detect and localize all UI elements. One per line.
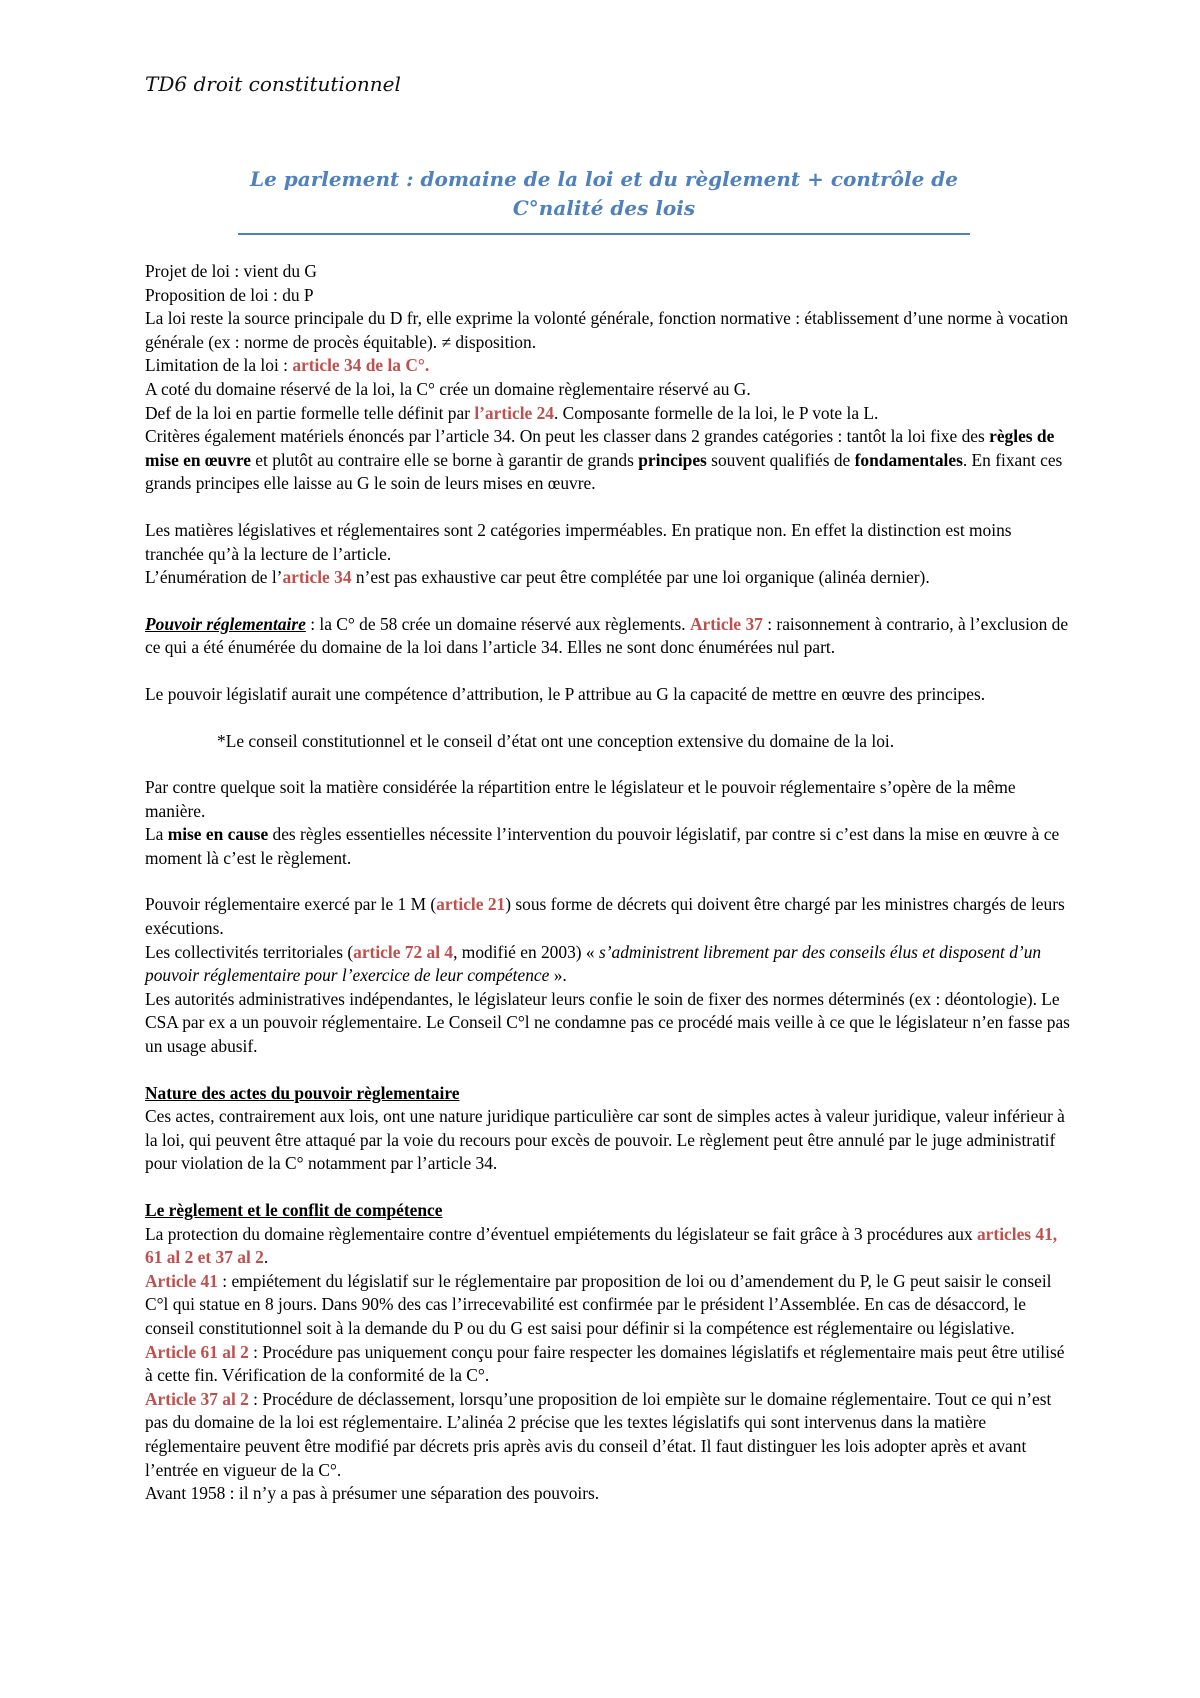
text: et plutôt au contraire elle se borne à garantir de grands (250, 449, 639, 470)
paragraph: Ces actes, contrairement aux lois, ont une nature juridique particulière car sont de simples actes à valeur juridique, valeur inférieur à la loi, qui peuvent être attaqué par la voie du recours pour excès de pouvoir. Le règlement peut être annulé par le juge administratif pour violation de la C° notamment par l’article 34. (145, 1106, 1065, 1174)
paragraph (145, 402, 1070, 426)
article-reference: article 72 al 4 (353, 941, 454, 962)
text: La (145, 824, 168, 845)
bold-text: mise en cause (167, 824, 269, 845)
document-header: TD6 droit constitutionnel (145, 72, 401, 96)
bold-text: règles de mise en œuvre (145, 426, 1055, 470)
text: . (263, 1247, 269, 1268)
paragraph: Par contre quelque soit la matière considérée la répartition entre le législateur et le pouvoir réglementaire s’opère de la même manière. (145, 777, 1016, 821)
article-reference: article 34 de la C°. (292, 355, 430, 376)
section-heading: Nature des actes du pouvoir règlementaire (145, 1082, 460, 1103)
text: : la C° de 58 crée un domaine réservé aux règlements. (305, 613, 690, 634)
section-term: Pouvoir réglementaire (145, 613, 306, 634)
article-reference: article 21 (436, 894, 506, 915)
text: La protection du domaine règlementaire contre d’éventuel empiétements du législateur se fait grâce à 3 procédures aux (145, 1223, 977, 1244)
paragraph: Projet de loi : vient du G (145, 261, 317, 281)
text: , modifié en 2003) « (453, 941, 599, 962)
paragraph (145, 893, 1070, 940)
text: : Procédure pas uniquement conçu pour faire respecter les domaines législatifs et réglementaire mais peut être utilisé à cette fin. Vérification de la conformité de la C°. (145, 1341, 1065, 1386)
paragraph: *Le conseil constitutionnel et le conseil d’état ont une conception extensive du domaine de la loi. (217, 730, 895, 751)
paragraph: La loi reste la source principale du D fr, elle exprime la volonté générale, fonction normative : établissement d’une norme à vocation générale (ex : norme de procès équitable). ≠ disposition. (145, 308, 1069, 352)
article-reference: Article 61 al 2 (145, 1341, 249, 1362)
text: Def de la loi en partie formelle telle définit par (145, 402, 475, 423)
paragraph (145, 566, 1070, 590)
paragraph (145, 941, 1070, 988)
article-reference: Article 37 (689, 613, 763, 634)
text: L’énumération de l’ (145, 567, 283, 588)
article-reference: l’article 24 (474, 402, 554, 423)
text: des règles essentielles nécessite l’intervention du pouvoir législatif, par contre si c’est dans la mise en œuvre à ce moment là c’est le règlement. (145, 824, 1060, 868)
paragraph (145, 354, 1070, 378)
text: ) sous forme de décrets qui doivent être chargé par les ministres chargés de leurs exécutions. (145, 894, 1065, 939)
paragraph (145, 1270, 1070, 1341)
paragraph: Proposition de loi : du P (145, 284, 314, 305)
paragraph (145, 425, 1070, 496)
document-title (238, 165, 970, 235)
text: ». (549, 965, 567, 986)
paragraph: Les autorités administratives indépendantes, le législateur leurs confie le soin de fixer des normes déterminés (ex : déontologie). Le CSA par ex a un pouvoir réglementaire. Le Conseil C°l ne condamne pas ce procédé mais veille à ce que le législateur n’en fasse pas un usage abusif. (145, 988, 1070, 1057)
text: . Composante formelle de la loi, le P vote la L. (553, 402, 879, 423)
paragraph (145, 1388, 1070, 1482)
section-heading: Le règlement et le conflit de compétence (145, 1200, 443, 1220)
quote-text: s’administrent librement par des conseils élus et disposent d’un pouvoir réglementaire pour l’exercice de leur compétence (145, 941, 1042, 986)
text: Critères également matériels énoncés par l’article 34. On peut les classer dans 2 grandes catégories : tantôt la loi fixe des (145, 426, 990, 447)
paragraph: Les matières législatives et réglementaires sont 2 catégories imperméables. En pratique non. En effet la distinction est moins tranchée qu’à la lecture de l’article. (145, 519, 1012, 564)
paragraph (145, 1341, 1070, 1388)
bold-text: fondamentales (854, 449, 963, 470)
article-reference: Article 37 al 2 (145, 1388, 249, 1409)
text: Pouvoir réglementaire exercé par le 1 M ( (145, 894, 437, 915)
text: . En fixant ces grands principes elle laisse au G le soin de leurs mises en œuvre. (145, 449, 1063, 494)
article-reference: articles 41, 61 al 2 et 37 al 2 (145, 1223, 1058, 1268)
text: Limitation de la loi : (145, 355, 293, 376)
text: n’est pas exhaustive car peut être complétée par une loi organique (alinéa dernier). (351, 567, 930, 588)
article-reference: Article 41 (145, 1270, 218, 1291)
paragraph: Le pouvoir législatif aurait une compétence d’attribution, le P attribue au G la capacité de mettre en œuvre des principes. (145, 683, 986, 704)
document-body (145, 260, 1070, 1506)
paragraph (145, 823, 1070, 870)
article-reference: article 34 (282, 567, 352, 588)
text: souvent qualifiés de (706, 449, 855, 470)
bold-text: principes (638, 449, 707, 470)
text: Les collectivités territoriales ( (145, 941, 354, 962)
paragraph: Avant 1958 : il n’y a pas à présumer une séparation des pouvoirs. (145, 1483, 600, 1504)
text: : Procédure de déclassement, lorsqu’une proposition de loi empiète sur le domaine réglementaire. Tout ce qui n’est pas du domaine de la loi est réglementaire. L’alinéa 2 précise que les textes législatifs qui sont intervenus dans la matière réglementaire peuvent être modifié par décrets pris après avis du conseil d’état. Il faut distinguer les lois adopter après et avant l’entrée en vigueur de la C°. (145, 1388, 1052, 1480)
paragraph: A coté du domaine réservé de la loi, la C° crée un domaine règlementaire réservé au G. (145, 378, 751, 399)
text: : empiétement du législatif sur le réglementaire par proposition de loi ou d’amendement du P, le G peut saisir le conseil C°l qui statue en 8 jours. Dans 90% des cas l’irrecevabilité est confirmée par le président l’Assemblée. En cas de désaccord, le conseil constitutionnel soit à la demande du P ou du G est saisi pour définir si la compétence est réglementaire ou législative. (145, 1270, 1052, 1338)
paragraph (145, 1223, 1070, 1270)
title-line-2: C°nalité des lois (512, 196, 696, 220)
text: : raisonnement à contrario, à l’exclusion de ce qui a été énumérée du domaine de la loi dans l’article 34. Elles ne sont donc énumérées nul part. (145, 613, 1069, 658)
paragraph (145, 613, 1070, 660)
title-line-1: Le parlement : domaine de la loi et du règlement + contrôle de (250, 167, 958, 191)
